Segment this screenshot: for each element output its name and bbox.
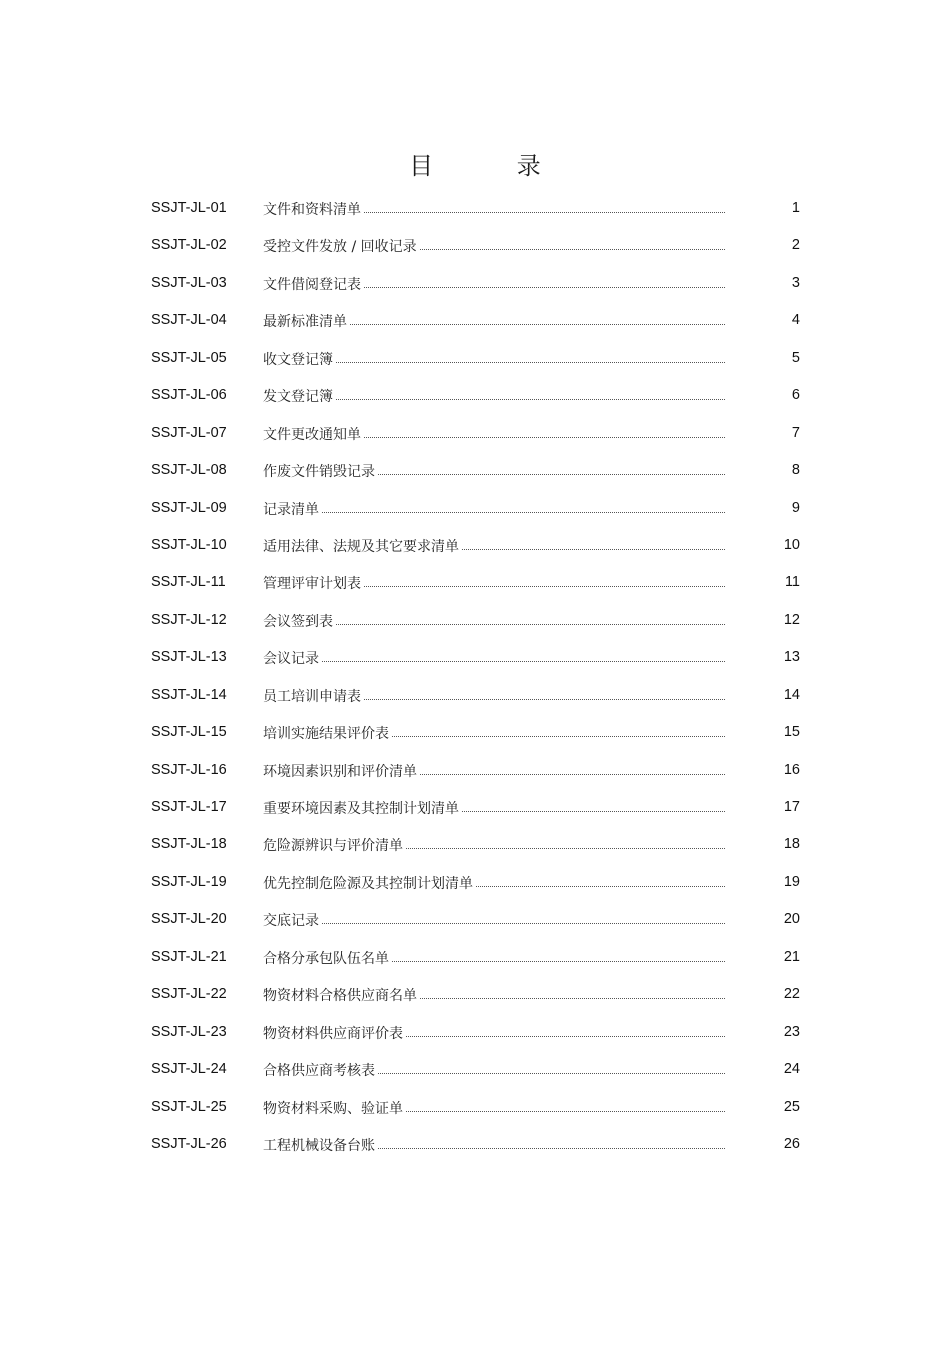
toc-entry-title-text: 物资材料合格供应商名单 [263, 988, 417, 1005]
toc-entry[interactable] [0, 1089, 950, 1126]
toc-entry-title [263, 798, 725, 818]
toc-entry[interactable] [0, 752, 950, 789]
toc-entry-code: SSJT-JL-04 [151, 312, 227, 329]
toc-entry-code: SSJT-JL-05 [151, 349, 227, 366]
toc-entry[interactable] [0, 302, 950, 339]
toc-entry[interactable] [0, 901, 950, 938]
toc-entry[interactable] [0, 677, 950, 714]
toc-entry-title-text: 文件更改通知单 [263, 426, 361, 443]
toc-entry-title [263, 1098, 725, 1118]
toc-entry-title-text: 会议签到表 [263, 613, 333, 630]
toc-entry-page: 10 [783, 536, 800, 553]
toc-entry-title [263, 536, 725, 556]
toc-entry-code: SSJT-JL-07 [151, 424, 227, 441]
toc-entry[interactable] [0, 1126, 950, 1163]
toc-entry-code: SSJT-JL-19 [151, 873, 227, 890]
toc-entry-page: 12 [783, 611, 800, 628]
toc-entry-title-text: 重要环境因素及其控制计划清单 [263, 801, 459, 817]
toc-entry-page: 6 [791, 387, 800, 404]
toc-entry-title [263, 1023, 725, 1043]
toc-entry-page: 8 [791, 462, 800, 479]
toc-entry-title-text: 环境因素识别和评价清单 [263, 763, 417, 780]
toc-entry-code: SSJT-JL-23 [151, 1023, 227, 1040]
toc-entry-page: 1 [791, 200, 800, 216]
toc-entry[interactable] [0, 714, 950, 751]
toc-entry-page: 21 [783, 948, 800, 965]
toc-entry[interactable] [0, 602, 950, 639]
toc-entry-title-text: 发文登记簿 [263, 389, 333, 406]
toc-entry-page: 2 [791, 237, 800, 254]
toc-entry-title-text: 会议记录 [263, 651, 319, 668]
toc-entry[interactable] [0, 452, 950, 489]
toc-entry-code: SSJT-JL-15 [151, 724, 227, 741]
toc-entry-title [263, 686, 725, 706]
toc-entry-page: 4 [791, 312, 800, 329]
toc-entry-title-text: 记录清单 [263, 501, 319, 518]
toc-entry-title-text: 文件借阅登记表 [263, 276, 361, 293]
toc-entry[interactable] [0, 1051, 950, 1088]
toc-entry-page: 18 [783, 836, 800, 853]
toc-entry-page: 5 [791, 349, 800, 366]
toc-entry-code: SSJT-JL-17 [151, 799, 227, 815]
toc-entry-title-text: 收文登记簿 [263, 351, 333, 368]
toc-entry-title-text: 作废文件销毁记录 [263, 464, 375, 481]
toc-entry-page: 22 [783, 986, 800, 1003]
page-title: 目 录 [409, 152, 579, 180]
toc-entry-title [263, 311, 725, 331]
toc-entry[interactable] [0, 826, 950, 863]
toc-entry-code: SSJT-JL-12 [151, 611, 227, 628]
toc-entry-code: SSJT-JL-08 [151, 462, 227, 479]
toc-entry-code: SSJT-JL-21 [151, 948, 227, 965]
toc-entry-code: SSJT-JL-22 [151, 986, 227, 1003]
toc-entry[interactable] [0, 527, 950, 564]
toc-entry-page: 3 [791, 274, 800, 291]
toc-entry-page: 9 [791, 499, 800, 516]
toc-entry-title-text: 适用法律、法规及其它要求清单 [263, 538, 459, 555]
toc-entry[interactable] [0, 1014, 950, 1051]
toc-entry-code: SSJT-JL-26 [151, 1135, 227, 1152]
toc-entry-title-text: 最新标准清单 [263, 314, 347, 331]
toc-entry-code: SSJT-JL-20 [151, 911, 227, 928]
toc-entry-code: SSJT-JL-24 [151, 1061, 227, 1078]
toc-entry-title [263, 723, 725, 743]
toc-entry-code: SSJT-JL-09 [151, 499, 227, 516]
toc-entry-title-text: 合格供应商考核表 [263, 1063, 375, 1080]
toc-entry-code: SSJT-JL-10 [151, 536, 227, 553]
toc-entry-title [263, 910, 725, 930]
toc-entry-code: SSJT-JL-11 [151, 574, 226, 591]
dot-leader [263, 923, 725, 924]
toc-entry-title [263, 274, 725, 294]
toc-list [0, 190, 950, 1163]
toc-entry-title-text: 管理评审计划表 [263, 576, 361, 593]
toc-entry-title [263, 761, 725, 781]
toc-entry[interactable] [0, 490, 950, 527]
toc-entry-page: 17 [783, 799, 800, 815]
toc-entry-page: 13 [783, 649, 800, 666]
toc-entry-title-text: 合格分承包队伍名单 [263, 950, 389, 967]
toc-entry[interactable] [0, 976, 950, 1013]
toc-entry-page: 19 [783, 873, 800, 890]
toc-entry-page: 23 [783, 1023, 800, 1040]
toc-entry-page: 14 [783, 686, 800, 703]
toc-entry-code: SSJT-JL-06 [151, 387, 227, 404]
toc-entry-code: SSJT-JL-03 [151, 274, 227, 291]
toc-entry-code: SSJT-JL-02 [151, 237, 227, 254]
toc-entry-title-text: 受控文件发放 / 回收记录 [263, 239, 417, 256]
toc-entry-title [263, 648, 725, 668]
toc-entry-title [263, 499, 725, 519]
toc-entry-title [263, 199, 725, 219]
toc-entry-title [263, 985, 725, 1005]
toc-entry-title [263, 461, 725, 481]
toc-entry-title [263, 573, 725, 593]
toc-entry-title [263, 835, 725, 855]
toc-entry-page: 16 [783, 761, 800, 778]
toc-entry-title-text: 危险源辨识与评价清单 [263, 838, 403, 855]
toc-entry-code: SSJT-JL-16 [151, 761, 227, 778]
toc-entry-title [263, 386, 725, 406]
toc-entry-page: 24 [783, 1061, 800, 1078]
toc-entry-title [263, 349, 725, 369]
toc-entry-title [263, 948, 725, 968]
toc-entry-title [263, 424, 725, 444]
toc-entry-code: SSJT-JL-25 [151, 1098, 227, 1115]
toc-entry-page: 15 [783, 724, 800, 741]
toc-entry-page: 11 [784, 574, 800, 591]
toc-entry-title-text: 优先控制危险源及其控制计划清单 [263, 875, 473, 892]
toc-entry-code: SSJT-JL-14 [151, 686, 227, 703]
toc-entry-page: 20 [783, 911, 800, 928]
toc-entry-title [263, 611, 725, 631]
dot-leader [263, 512, 725, 513]
toc-entry-title [263, 873, 725, 893]
toc-entry[interactable] [0, 265, 950, 302]
toc-entry-title-text: 工程机械设备台账 [263, 1137, 375, 1154]
toc-entry-code: SSJT-JL-13 [151, 649, 227, 666]
toc-entry-title-text: 交底记录 [263, 913, 319, 930]
toc-entry-title [263, 1060, 725, 1080]
toc-entry[interactable] [0, 789, 950, 826]
toc-entry-code: SSJT-JL-18 [151, 836, 227, 853]
dot-leader [263, 661, 725, 662]
toc-entry[interactable] [0, 340, 950, 377]
toc-entry[interactable] [0, 415, 950, 452]
toc-entry-title [263, 1135, 725, 1155]
toc-entry[interactable] [0, 864, 950, 901]
toc-entry-page: 7 [791, 424, 800, 441]
toc-entry-title [263, 236, 725, 256]
toc-entry[interactable] [0, 227, 950, 264]
toc-entry[interactable] [0, 190, 950, 227]
toc-entry-page: 25 [783, 1098, 800, 1115]
toc-entry-title-text: 物资材料采购、验证单 [263, 1100, 403, 1117]
toc-entry[interactable] [0, 377, 950, 414]
toc-entry[interactable] [0, 564, 950, 601]
toc-entry-title-text: 培训实施结果评价表 [263, 726, 389, 743]
toc-entry-title-text: 员工培训申请表 [263, 688, 361, 705]
toc-entry-page: 26 [783, 1135, 800, 1152]
toc-entry[interactable] [0, 639, 950, 676]
toc-entry[interactable] [0, 939, 950, 976]
toc-entry-title-text: 文件和资料清单 [263, 202, 361, 218]
toc-entry-code: SSJT-JL-01 [151, 200, 227, 216]
toc-entry-title-text: 物资材料供应商评价表 [263, 1025, 403, 1042]
